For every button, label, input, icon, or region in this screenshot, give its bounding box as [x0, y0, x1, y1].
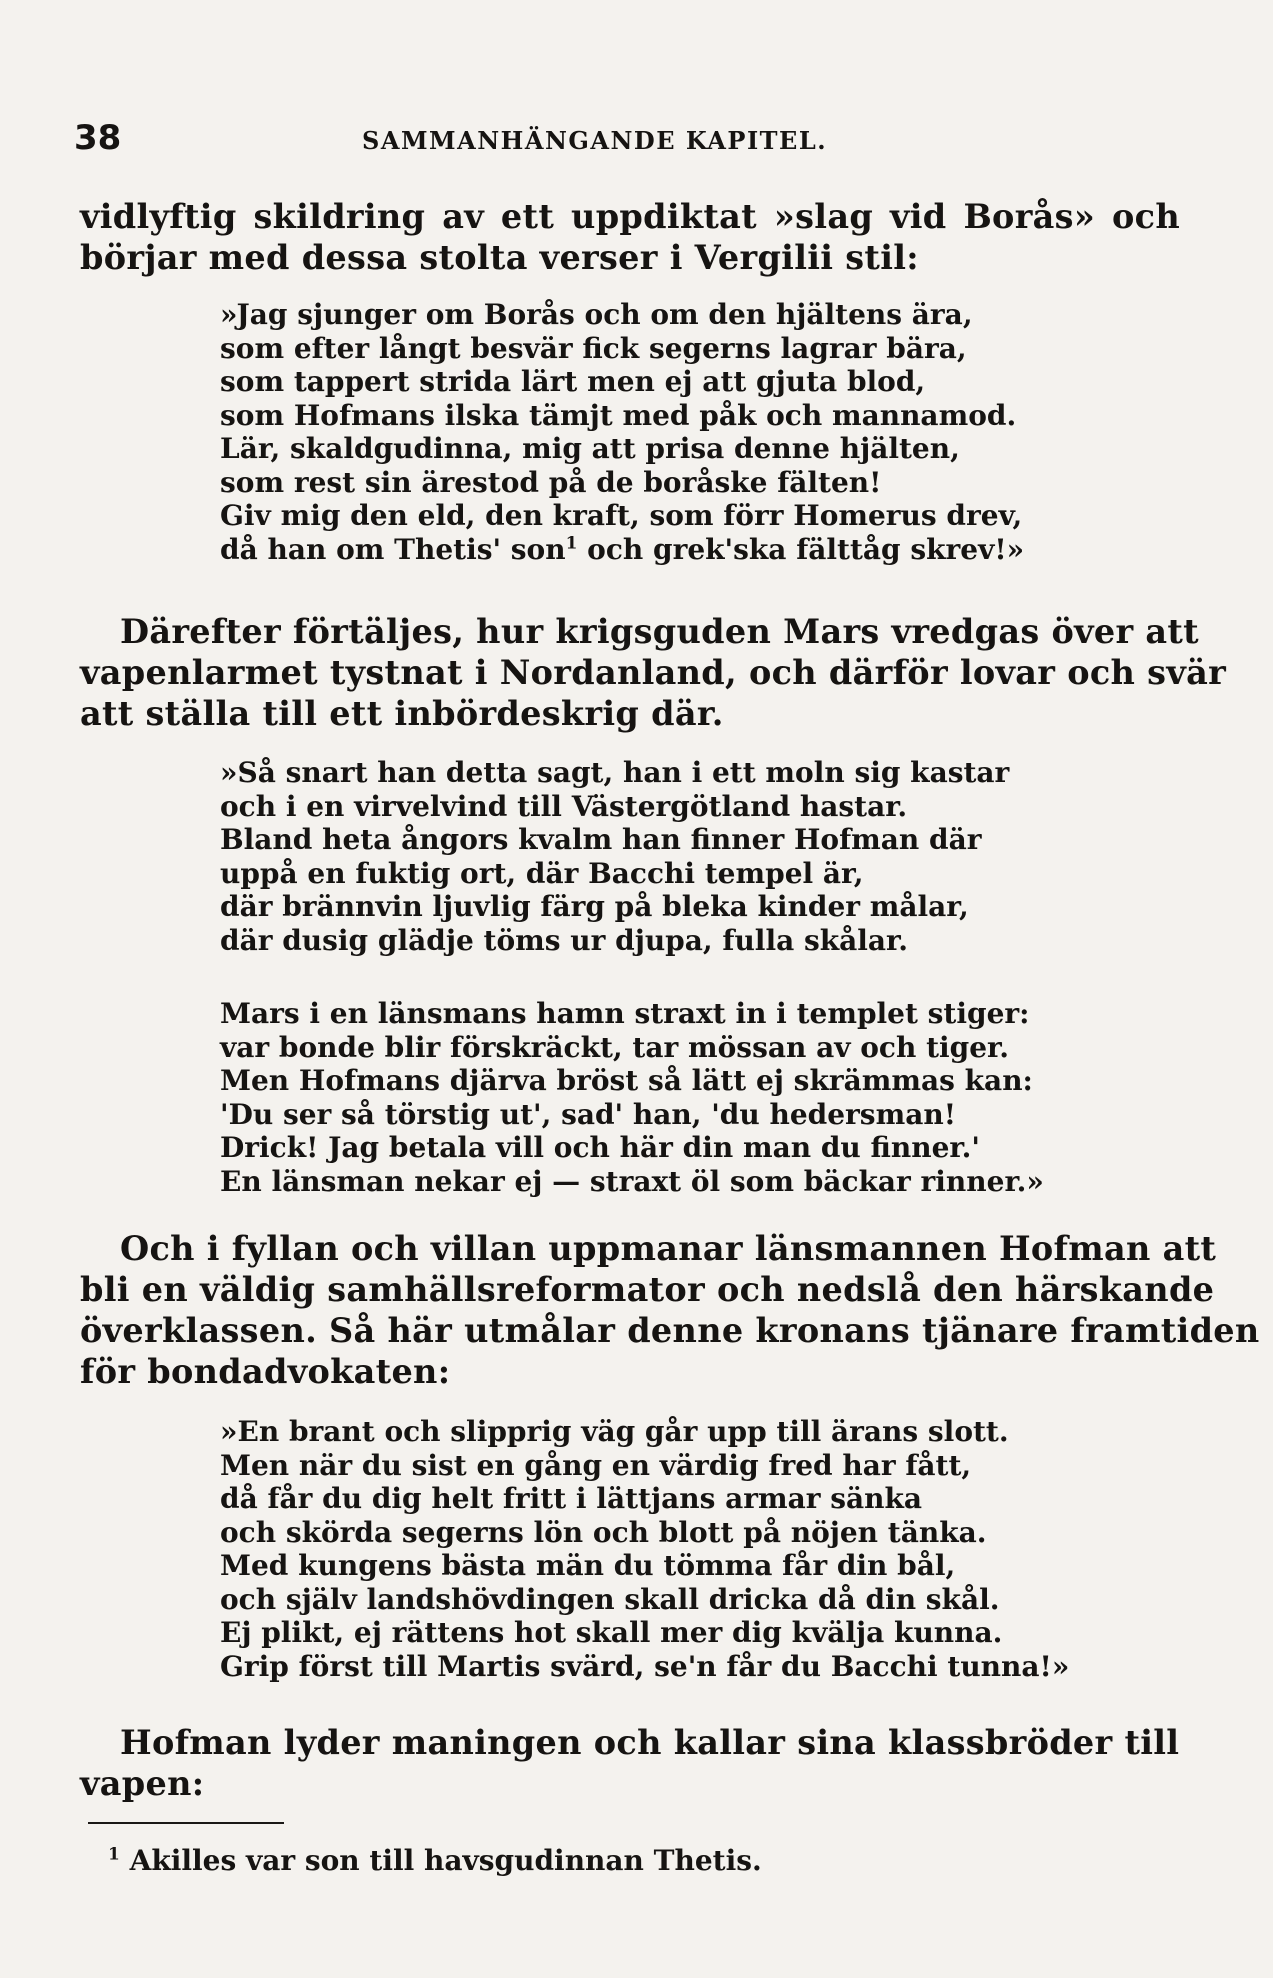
verse-line: där dusig glädje töms ur djupa, fulla skålar. — [220, 923, 908, 957]
verse-line: Men när du sist en gång en värdig fred har fått, — [220, 1448, 972, 1482]
page-header — [74, 118, 1173, 158]
verse-line: Med kungens bästa män du tömma får din bål, — [220, 1549, 956, 1582]
verse-line: Mars i en länsmans hamn straxt in i templet stiger: — [220, 997, 1030, 1030]
text-line: för bondadvokaten: — [80, 1352, 451, 1391]
verse-line: då får du dig helt fritt i lättjans armar sänka — [220, 1482, 923, 1515]
verse-line: Drick! Jag betala vill och här din man du finner.' — [220, 1131, 980, 1164]
text-line: att ställa till ett inbördeskrig där. — [80, 694, 724, 733]
text-line: Därefter förtäljes, hur krigsguden Mars vredgas över att — [120, 612, 1199, 651]
verse-line: som rest sin ärestod på de boråske fälten! — [220, 465, 882, 499]
verse-line: som efter långt besvär fick segerns lagrar bära, — [220, 331, 967, 365]
text-line: Hofman lyder maningen och kallar sina klassbröder till — [120, 1723, 1180, 1762]
footnote-text: Akilles var son till havsgudinnan Thetis. — [129, 1844, 762, 1877]
verse-line — [220, 533, 1024, 567]
text-line: bli en väldig samhällsreformator och nedslå den härskande — [80, 1270, 1215, 1309]
verse-line-start: då han om Thetis' son — [220, 532, 566, 566]
verse-line: 'Du ser så törstig ut', sad' han, 'du hedersman! — [220, 1097, 956, 1131]
verse-stanza-3 — [220, 997, 1044, 1198]
footnote-reference: 1 — [565, 533, 578, 554]
verse-line: och i en virvelvind till Västergötland hastar. — [220, 789, 908, 823]
text-line: Och i fyllan och villan uppmanar länsmannen Hofman att — [120, 1229, 1217, 1268]
footnote-marker: 1 — [108, 1844, 120, 1865]
text-line: börjar med dessa stolta verser i Vergilii stil: — [80, 238, 919, 277]
verse-line: uppå en fuktig ort, där Bacchi tempel är, — [220, 856, 864, 890]
verse-stanza-4 — [220, 1415, 1069, 1683]
paragraph-3 — [80, 1228, 1260, 1392]
verse-line: Ej plikt, ej rättens hot skall mer dig kvälja kunna. — [220, 1616, 1003, 1649]
verse-line: som tappert strida lärt men ej att gjuta blod, — [220, 365, 926, 398]
verse-line-end: och grek'ska fälttåg skrev!» — [577, 532, 1025, 566]
verse-stanza-1 — [220, 298, 1024, 566]
paragraph-1 — [80, 196, 1180, 278]
verse-stanza-2 — [220, 756, 1009, 957]
footnote — [108, 1844, 762, 1877]
text-line: vapenlarmet tystnat i Nordanland, och därför lovar och svär — [80, 653, 1227, 692]
verse-line: Grip först till Martis svärd, se'n får du Bacchi tunna!» — [220, 1649, 1070, 1683]
verse-line: och själv landshövdingen skall dricka då din skål. — [220, 1582, 1000, 1616]
text-line: överklassen. Så här utmålar denne kronans tjänare framtiden — [80, 1311, 1260, 1350]
verse-line: »En brant och slipprig väg går upp till ärans slott. — [220, 1415, 1009, 1448]
verse-line: En länsman nekar ej — straxt öl som bäckar rinner.» — [220, 1164, 1044, 1198]
paragraph-4 — [80, 1722, 1180, 1804]
verse-line: Men Hofmans djärva bröst så lätt ej skrämmas kan: — [220, 1064, 1033, 1097]
page-number: 38 — [74, 118, 122, 158]
verse-line: var bonde blir förskräckt, tar mössan av och tiger. — [220, 1030, 1009, 1064]
text-line: vapen: — [80, 1764, 205, 1803]
verse-line: som Hofmans ilska tämjt med påk och mannamod. — [220, 398, 1017, 432]
paragraph-2 — [80, 611, 1227, 734]
verse-line: Lär, skaldgudinna, mig att prisa denne hjälten, — [220, 432, 960, 465]
verse-line: Bland heta ångors kvalm han finner Hofman där — [220, 823, 982, 856]
verse-line: och skörda segerns lön och blott på nöjen tänka. — [220, 1515, 987, 1549]
verse-line: Giv mig den eld, den kraft, som förr Homerus drev, — [220, 499, 1023, 532]
verse-line: »Så snart han detta sagt, han i ett moln sig kastar — [220, 756, 1010, 789]
running-title: SAMMANHÄNGANDE KAPITEL. — [362, 126, 828, 155]
verse-line: »Jag sjunger om Borås och om den hjältens ära, — [220, 298, 973, 331]
verse-line: där brännvin ljuvlig färg på bleka kinder målar, — [220, 890, 969, 923]
footnote-divider — [88, 1822, 284, 1824]
text-line: vidlyftig skildring av ett uppdiktat »slag vid Borås» och — [80, 197, 1180, 236]
